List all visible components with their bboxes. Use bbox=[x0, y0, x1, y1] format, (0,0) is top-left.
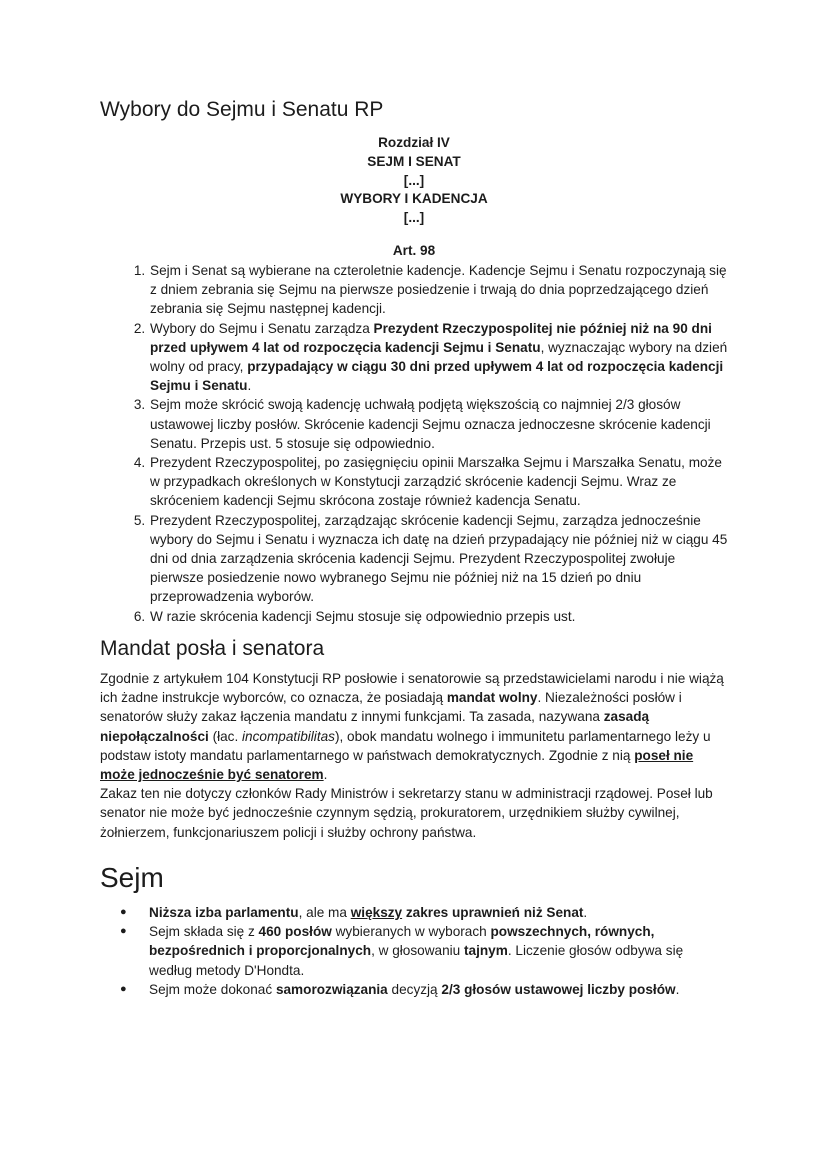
mandat-paragraph-2 bbox=[100, 784, 728, 842]
sejm-item-2-run: 460 posłów bbox=[258, 924, 332, 940]
sejm-item-3-run: Sejm może dokonać bbox=[149, 981, 276, 997]
sejm-list-item bbox=[120, 922, 728, 980]
article-heading: Art. 98 bbox=[392, 243, 436, 258]
mandat-text bbox=[100, 669, 728, 842]
sejm-item-2-run: Sejm składa się z bbox=[149, 924, 259, 940]
article-item-6-run: W razie skrócenia kadencji Sejmu stosuje się odpowiednio przepis ust. bbox=[150, 608, 576, 624]
sejm-item-2-run: . Liczenie głosów odbywa się według metody D'Hondta. bbox=[149, 943, 684, 978]
sejm-list-item bbox=[120, 903, 728, 922]
mandat-paragraph-1 bbox=[100, 669, 728, 784]
sejm-item-3-run: . bbox=[675, 981, 680, 997]
article-item-2-run: Prezydent Rzeczypospolitej nie później niż na 90 dni przed upływem 4 lat od rozpoczęcia kadencji Sejmu i Senatu bbox=[150, 320, 712, 355]
sejm-item-2-run: tajnym bbox=[464, 943, 508, 959]
sejm-item-3-run: decyzją bbox=[387, 981, 442, 997]
article-item-2-run: , wyznaczając wybory na dzień wolny od pracy, bbox=[150, 339, 728, 375]
section-label: WYBORY I KADENCJA bbox=[340, 191, 488, 207]
article-item-3-run: Sejm może skrócić swoją kadencję uchwałą podjętą większością co najmniej 2/3 głosów ustawowej liczby posłów. Skrócenie kadencji Sejmu oznacza jednoczesne skrócenie kadencji Senatu. Przepis ust. 5 stosuje się odpowiednio. bbox=[150, 397, 711, 451]
sejm-item-1-run: . bbox=[583, 905, 588, 920]
ellipsis-1: [...] bbox=[403, 172, 425, 188]
mandat-p1-run: Zgodnie z artykułem 104 Konstytucji RP posłowie i senatorowie są przedstawicielami narodu i nie wiążą ich żadne instrukcje wyborców, co oznacza, że posiadają bbox=[100, 671, 724, 706]
mandat-p1-run: . bbox=[323, 767, 328, 783]
article-item-2-run: Wybory do Sejmu i Senatu zarządza bbox=[150, 320, 374, 336]
mandat-p1-run: ), obok mandatu wolnego i immunitetu parlamentarnego leży u podstaw istoty mandatu parlamentarnego w państwach demokratycznych. Zgodnie z nią bbox=[100, 728, 711, 763]
sejm-item-1-run: , ale ma bbox=[298, 905, 351, 920]
article-item bbox=[149, 453, 728, 511]
sejm-item-2-run: powszechnych, równych, bezpośrednich i proporcjonalnych bbox=[149, 924, 655, 959]
article-item-2-run: przypadający w ciągu 30 dni przed upływem 4 lat od rozpoczęcia kadencji Sejmu i Senatu bbox=[150, 359, 724, 394]
sejm-item-2-run: , w głosowaniu bbox=[371, 943, 465, 959]
mandat-p1-run: incompatibilitas bbox=[242, 728, 335, 744]
sejm-item-1-run: zakres uprawnień niż Senat bbox=[402, 905, 584, 920]
page-title: Wybory do Sejmu i Senatu RP bbox=[100, 98, 384, 121]
sejm-item-2-run: wybieranych w wyborach bbox=[331, 924, 491, 940]
chapter-label: Rozdział IV bbox=[378, 135, 450, 150]
sejm-list bbox=[100, 903, 728, 999]
mandat-heading: Mandat posła i senatora bbox=[100, 637, 325, 660]
sejm-heading: Sejm bbox=[100, 862, 164, 893]
article-item-1-run: Sejm i Senat są wybierane na czteroletnie kadencje. Kadencje Sejmu i Senatu rozpoczynają się z dniem zebrania się Sejmu na pierwsze posiedzenie i trwają do dnia poprzedzającego dzień zebrania się Sejmu następnej kadencji. bbox=[150, 263, 727, 317]
article-list bbox=[100, 261, 728, 626]
bullet-icon: ● bbox=[120, 925, 127, 938]
bullet-icon: ● bbox=[120, 906, 127, 918]
article-item-2-run: . bbox=[247, 378, 252, 394]
bullet-icon: ● bbox=[120, 982, 127, 995]
sejm-item-3-run: samorozwiązania bbox=[275, 981, 388, 997]
article-item bbox=[149, 395, 728, 453]
article-item bbox=[149, 511, 728, 607]
sejm-item-1-run: Niższa izba parlamentu bbox=[149, 905, 299, 920]
sejm-item-3-run: 2/3 głosów ustawowej liczby posłów bbox=[441, 981, 676, 997]
mandat-p1-run: . Niezależności posłów i senatorów służy zakaz łączenia mandatu z innymi funkcjami. Ta zasada, nazywana bbox=[100, 690, 682, 725]
mandat-p1-run: poseł nie może jednocześnie być senatorem bbox=[100, 747, 694, 783]
article-item bbox=[149, 261, 728, 319]
sejm-item-1-run: większy bbox=[350, 905, 403, 920]
article-item-5-run: Prezydent Rzeczypospolitej, zarządzając skrócenie kadencji Sejmu, zarządza jednocześnie wybory do Sejmu i Senatu i wyznacza ich datę na dzień przypadający nie później niż w ciągu 45 dni od dnia zarządzenia skrócenia kadencji Sejmu. Prezydent Rzeczypospolitej zwołuje pierwsze posiedzenie nowo wybranego Sejmu nie później niż na 15 dzień po dniu przeprowadzenia wyborów. bbox=[150, 512, 728, 605]
mandat-p2-run: Zakaz ten nie dotyczy członków Rady Ministrów i sekretarzy stanu w administracji rządowej. Poseł lub senator nie może być jednocześnie czynnym sędzią, prokuratorem, urzędnikiem służby cywilnej, żołnierzem, funkcjonariuszem policji i służby ochrony państwa. bbox=[100, 786, 713, 840]
article-item bbox=[149, 607, 728, 626]
mandat-p1-run: (łac. bbox=[208, 728, 243, 744]
article-item-4-run: Prezydent Rzeczypospolitej, po zasięgnięciu opinii Marszałka Sejmu i Marszałka Senatu, może w przypadkach określonych w Konstytucji zarządzić skrócenie kadencji Sejmu. Wraz ze skróceniem kadencji Sejmu skrócona zostaje również kadencja Senatu. bbox=[150, 455, 722, 509]
ellipsis-2: [...] bbox=[403, 210, 425, 226]
mandat-p1-run: mandat wolny bbox=[446, 690, 538, 706]
mandat-p1-run: zasadą niepołączalności bbox=[100, 709, 650, 744]
constitution-header bbox=[100, 134, 728, 228]
chapter-subject: SEJM I SENAT bbox=[367, 153, 461, 169]
sejm-list-item bbox=[120, 980, 728, 999]
article-item bbox=[149, 319, 728, 396]
